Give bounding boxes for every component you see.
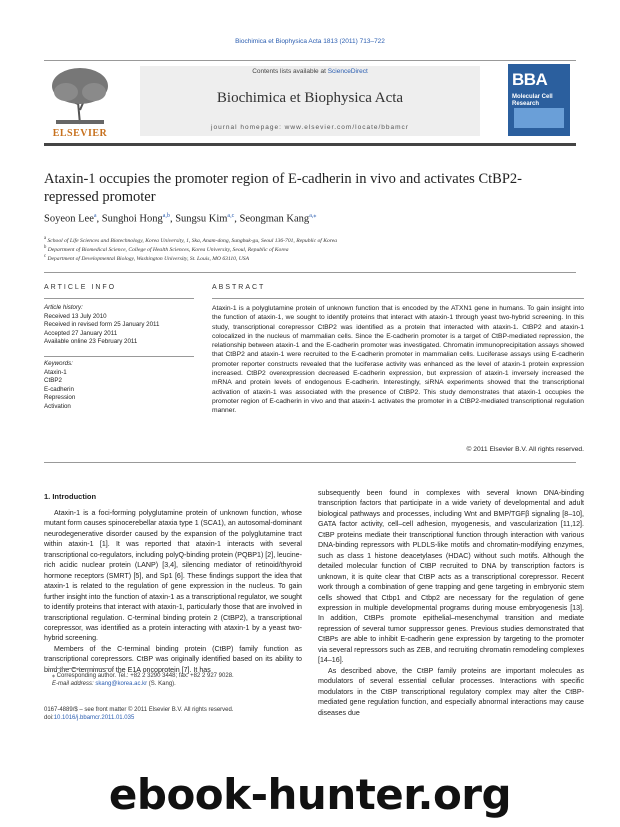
affiliation [44,245,574,253]
history-item: Available online 23 February 2011 [44,338,138,346]
article-info-heading: ARTICLE INFO [44,284,117,291]
keyword: CtBP2 [44,377,62,385]
author-sup[interactable]: a,b [162,213,170,219]
affiliation-text: Department of Biomedical Science, College of Health Sciences, Korea University, Seoul, Republic of Korea [47,246,289,253]
paragraph: As described above, the CtBP family proteins are important molecules as modulators of several essential cellular processes. Interactions with specific modulators in the CtBP transcriptional regulatory complex may alter the CtBP-mediated gene regulation function, and especially abnormal interactions may cause diseases due [318,666,584,717]
paragraph: Ataxin-1 is a foci-forming polyglutamine protein of unknown function, whose mutant form causes spinocerebellar ataxia type 1 (SCA1), an autosomal-dominant neurodegenerative disorder caused by the expansion of the polyglutamine tract within ataxin-1 [1]. It was reported that ataxin-1 interacts with several transcriptional co-regulators, including polyQ-binding protein (PQBP1) [2], leucine-rich acidic nuclear protein (LANP) [3,4], silencing mediator of retinoid/thyroid hormone receptors (SMRT) [5], and Sp1 [6]. These findings support the idea that ataxin-1 is related to the regulation of gene expression in the nucleus. To gain further insight into the function of ataxin-1 as a transcriptional regulator, we sought to identify proteins that interact with ataxin-1, particularly those that are involved in transcriptional regulation. C-terminal binding protein 2 (CtBP2), a transcriptional corepressor, was identified as a protein interacting with ataxin-1 by a yeast two-hybrid screening. [44,509,302,643]
issn-line: 0167-4889/$ – see front matter © 2011 Elsevier B.V. All rights reserved. [44,707,234,713]
left-column [44,508,302,675]
article-title: Ataxin-1 occupies the promoter region of E-cadherin in vivo and activates CtBP2-repressed promoter [44,171,522,205]
affiliation [44,254,574,262]
affiliation-text: Department of Developmental Biology, Washington University, St. Louis, MO 63110, USA [47,255,249,262]
publisher-name: ELSEVIER [52,128,108,139]
right-column [318,488,584,718]
divider [44,272,576,273]
corresponding-author: ⁎ Corresponding author. Tel.: +82 2 3290 3448; fax: +82 2 927 9028. [52,673,234,679]
author-sup[interactable]: a,⁎ [309,213,317,219]
divider [44,462,576,463]
affiliation-text: School of Life Sciences and Biotechnology, Korea University, 1, Ska, Anam-dong, Sungbuk-gu, Seoul 136-701, Republic of Korea [47,237,338,244]
history-label: Article history: [44,304,83,311]
issn-block [44,706,344,722]
divider [212,298,584,299]
author-sup[interactable]: a,c [227,213,235,219]
author-name: Sungsu Kim [175,213,228,225]
footnote [52,672,302,688]
section-heading: 1. Introduction [44,492,97,501]
history-item: Accepted 27 January 2011 [44,329,118,337]
journal-homepage[interactable]: journal homepage: www.elsevier.com/locate/bbamcr [211,124,409,131]
abstract-heading: ABSTRACT [212,284,266,291]
history-item: Received 13 July 2010 [44,312,107,320]
email-label: E-mail address: [52,681,96,687]
journal-cover [508,64,570,136]
affiliation [44,236,574,244]
doi-label: doi: [44,715,54,721]
watermark: ebook-hunter.org [108,770,512,819]
keyword: E-cadherin [44,385,74,393]
history-item: Received in revised form 25 January 2011 [44,321,160,329]
paragraph: Members of the C-terminal binding protein (CtBP) family function as transcriptional corepressors. CtBP was originally identified based on its ability to bind the C-terminus of the E1A oncoprotein [7]. It has [44,644,302,674]
article-history [44,304,204,347]
elsevier-tree-logo [44,64,116,136]
author-name: Sunghoi Hong [101,213,163,225]
keywords [44,360,204,412]
contents-prefix: Contents lists available at [252,68,328,75]
paragraph: subsequently been found in complexes with several known DNA-binding transcription factors that participate in a wide variety of developmental and adult biological pathways and processes, including Wnt and BMP/TGFβ signaling [8–10], GATA factor activity, cell–cell adhesion, myogenesis, and vascularization [11,12]. CtBP proteins mediate their transcriptional function through interaction with various DNA-binding repressors with PLDLS-like motifs and chromatin-modifying enzymes, such as class 1 histone deacetylases (HDAC) without such motifs. Although the detailed molecular function of CtBP recruited to DNA by transcription factors is unknown, it is quite clear that CtBP acts as a transcriptional corepressor. Recent work through a combination of gene trapping and gene targeting in embryonic stem cells showed that Ctbp1 and Ctbp2 are necessary for the regulation of gene expression in multiple developmental programs during mouse embryogenesis [13]. In addition, CtBPs promote epithelial–mesenchymal transition and mediate repression of several tumor suppressor genes. Previous studies demonstrated that CtBPs are able to inhibit E-cadherin gene expression by targeting to the promoter via several repressors such as ZEB, and recruiting chromatin remodeling complexes [14–16]. [318,489,584,665]
email-link[interactable]: skang@korea.ac.kr [95,681,148,687]
doi-link[interactable]: 10.1016/j.bbamcr.2011.01.035 [53,715,135,721]
author-name: Seongman Kang [239,213,310,225]
keywords-label: Keywords: [44,360,73,367]
journal-title: Biochimica et Biophysica Acta [216,90,404,106]
author-sup[interactable]: a [93,213,97,219]
email-name: (S. Kang). [147,681,176,687]
footnote-divider [44,668,114,669]
abstract-copyright: © 2011 Elsevier B.V. All rights reserved. [466,446,584,453]
cover-subtitle: Molecular Cell Research [512,94,553,107]
contents-line [140,66,480,77]
divider [44,356,194,357]
cover-title: BBA [512,70,548,89]
affiliation-sup: b [44,245,47,250]
affiliation-sup: c [44,254,47,259]
sciencedirect-link[interactable]: ScienceDirect [327,68,368,75]
author-list: Soyeon Lee$^a$, Sunghoi Hong$^{a,b}$, Sungsu Kim$^{a,c}$, Seongman Kang$^{a,⁎}$ [44,213,317,225]
keyword: Ataxin-1 [44,368,67,376]
cover-strip [514,108,564,128]
keyword: Activation [44,402,71,410]
divider [44,298,194,299]
keyword: Repression [44,394,76,402]
affiliation-sup: a [44,236,47,241]
journal-reference[interactable]: Biochimica et Biophysica Acta 1813 (2011) 713–722 [235,38,385,45]
abstract-text: Ataxin-1 is a polyglutamine protein of unknown function that is encoded by the ATXN1 gene in humans. To gain insight into the function of ataxin-1, we sought to identify proteins that interact with ataxin-1 through yeast two-hybrid screening. In this study, transcriptional corepressor CtBP2 was identified as a protein that interacted with ataxin-1. CtBP2 and ataxin-1 colocalized in the nucleus of mammalian cells. Since the E-cadherin promoter is a target of CtBP-mediated repression, the relationship between ataxin-1 and the E-cadherin promoter was investigated. Chromatin immunoprecipitation assays showed that CtBP2 and ataxin-1 were recruited to the E-cadherin promoter in mammalian cells. Luciferase assays using E-cadherin promoter reporter constructs revealed that the luciferase activity was enhanced as the level of ataxin-1 protein expression increased. CtBP2 overexpression decreased E-cadherin expression, but expression of ataxin-1 inversely increased the mRNA and protein levels of endogenous E-cadherin. Interestingly, siRNA experiments showed that the transcriptional activation of ataxin-1 was associated with the presence of CtBP2. This study demonstrates that ataxin-1 occupies the promoter region of E-cadherin in vivo and that ataxin-1 activates the promoter in a CtBP2-mediated transcriptional regulation manner. [212,305,584,415]
author-name: Soyeon Lee [44,213,94,225]
